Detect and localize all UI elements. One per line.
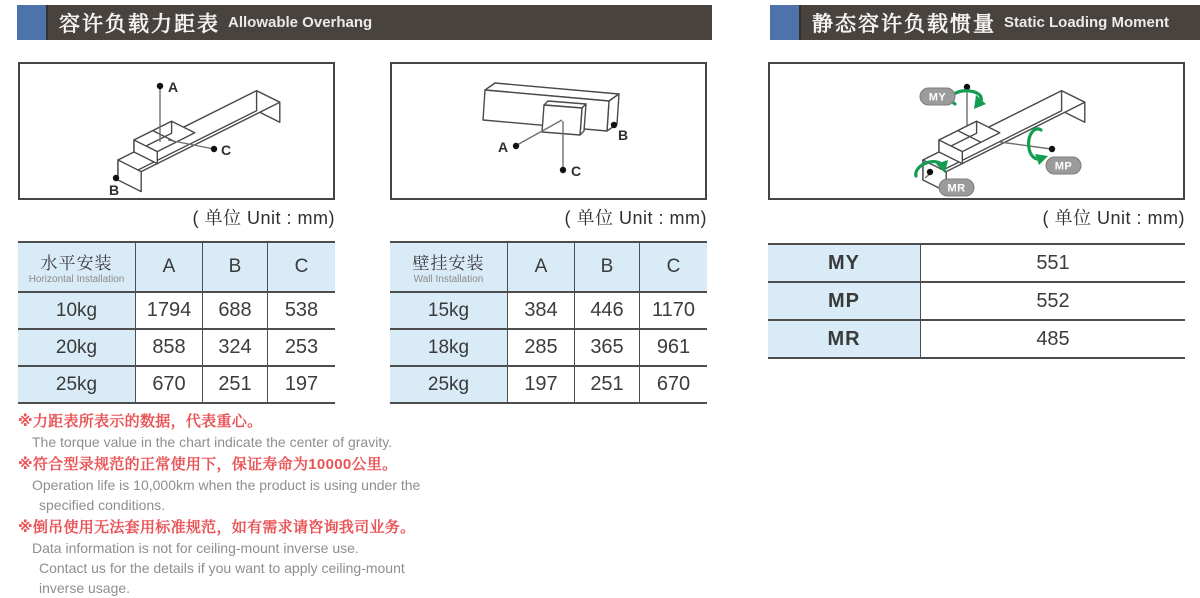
table-value: 197 — [507, 367, 574, 404]
section-title-en: Allowable Overhang — [228, 14, 373, 31]
svg-text:MP: MP — [1054, 160, 1073, 173]
table-value: 365 — [574, 330, 639, 367]
point-label-c: C — [221, 142, 232, 158]
note-zh: ※力距表所表示的数据，代表重心。 — [18, 413, 263, 430]
my-rotation-arrow-icon — [951, 91, 986, 109]
point-label-a: A — [498, 139, 509, 155]
table-value: 858 — [135, 330, 202, 367]
row-label: 25kg — [18, 367, 135, 404]
rail-isometric-drawing — [20, 64, 333, 198]
note-zh: ※符合型录规范的正常使用下，保证寿命为10000公里。 — [18, 456, 398, 473]
diagram-horizontal-installation — [18, 62, 335, 200]
note-en: Contact us for the details if you want to apply ceiling-mount — [39, 560, 405, 576]
dimension-b-marker — [109, 175, 119, 198]
table-value: 551 — [920, 245, 1185, 283]
table-value: 538 — [267, 293, 335, 330]
diagram-static-loading-moment — [768, 62, 1185, 200]
row-label: 20kg — [18, 330, 135, 367]
table-value: 324 — [202, 330, 267, 367]
table-header-cell: 壁挂安装 Wall Installation — [390, 243, 507, 293]
table-value: 670 — [135, 367, 202, 404]
moment-isometric-drawing — [770, 64, 1183, 198]
table-value: 251 — [202, 367, 267, 404]
row-label: 15kg — [390, 293, 507, 330]
slider-block — [542, 101, 586, 135]
note-en: Data information is not for ceiling-mount inverse use. — [32, 540, 359, 556]
column-header-a: A — [507, 243, 574, 293]
table-header-cell: 水平安装 Horizontal Installation — [18, 243, 135, 293]
table-value: 384 — [507, 293, 574, 330]
table-value: 251 — [574, 367, 639, 404]
row-label: MY — [768, 245, 920, 283]
point-label-a: A — [168, 79, 179, 95]
section-header-allowable-overhang — [17, 5, 712, 40]
row-label: 10kg — [18, 293, 135, 330]
horizontal-installation-table — [18, 241, 335, 404]
note-zh: ※倒吊使用无法套用标准规范，如有需求请咨询我司业务。 — [18, 519, 416, 536]
column-header-c: C — [267, 243, 335, 293]
mp-badge — [1046, 157, 1081, 174]
table-value: 485 — [920, 321, 1185, 359]
note-en: Operation life is 10,000km when the product is using under the — [32, 477, 421, 493]
unit-label: ( 单位 Unit : mm) — [1042, 208, 1185, 228]
mr-badge — [939, 179, 974, 196]
section-title-zh: 容许负载力距表 — [59, 12, 220, 36]
table-value: 552 — [920, 283, 1185, 321]
table-value: 1170 — [639, 293, 707, 330]
row-label: MP — [768, 283, 920, 321]
table-value: 285 — [507, 330, 574, 367]
dimension-a-marker — [498, 120, 562, 155]
header-accent-square — [770, 5, 801, 40]
note-en: specified conditions. — [39, 497, 166, 513]
section-header-static-loading-moment — [770, 5, 1200, 40]
column-header-c: C — [639, 243, 707, 293]
svg-text:MR: MR — [947, 182, 966, 195]
section-title-en: Static Loading Moment — [1004, 14, 1169, 31]
point-label-b: B — [618, 127, 629, 143]
section-title-zh: 静态容许负载惯量 — [812, 12, 996, 36]
table-value: 197 — [267, 367, 335, 404]
table-value: 253 — [267, 330, 335, 367]
table-value: 670 — [639, 367, 707, 404]
table-value: 961 — [639, 330, 707, 367]
point-label-b: B — [109, 182, 120, 198]
column-header-b: B — [202, 243, 267, 293]
dimension-b-marker — [611, 122, 628, 143]
row-label: 25kg — [390, 367, 507, 404]
row-label: 18kg — [390, 330, 507, 367]
note-en: The torque value in the chart indicate the center of gravity. — [32, 434, 393, 450]
diagram-wall-installation — [390, 62, 707, 200]
column-header-a: A — [135, 243, 202, 293]
table-value: 688 — [202, 293, 267, 330]
header-accent-square — [17, 5, 48, 40]
table-value: 446 — [574, 293, 639, 330]
rail-side-drawing — [392, 64, 705, 198]
note-en: inverse usage. — [39, 580, 131, 596]
point-label-c: C — [571, 163, 582, 179]
row-label: MR — [768, 321, 920, 359]
svg-text:MY: MY — [928, 91, 947, 104]
static-moment-table — [768, 243, 1185, 359]
my-badge — [920, 88, 955, 105]
unit-label: ( 单位 Unit : mm) — [564, 208, 707, 228]
footnotes — [18, 408, 488, 597]
table-value: 1794 — [135, 293, 202, 330]
column-header-b: B — [574, 243, 639, 293]
unit-label: ( 单位 Unit : mm) — [192, 208, 335, 228]
wall-installation-table — [390, 241, 707, 404]
